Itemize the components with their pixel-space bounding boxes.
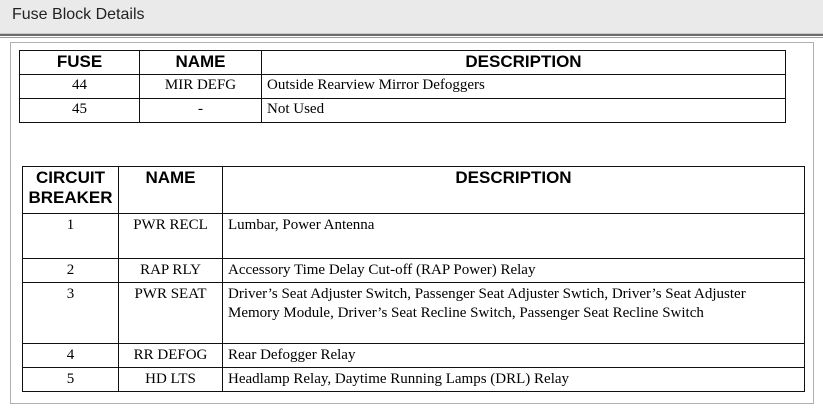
header-description: DESCRIPTION	[262, 51, 786, 75]
breaker-number: 5	[23, 368, 119, 392]
breaker-description: Lumbar, Power Antenna	[223, 214, 805, 259]
divider	[0, 34, 823, 36]
fuse-table	[19, 50, 786, 123]
breaker-description: Accessory Time Delay Cut-off (RAP Power) Relay	[223, 259, 805, 283]
table-row	[23, 214, 805, 259]
breaker-number: 1	[23, 214, 119, 259]
header-fuse: FUSE	[20, 51, 140, 75]
fuse-name: MIR DEFG	[140, 75, 262, 99]
table-row	[23, 368, 805, 392]
header-name: NAME	[140, 51, 262, 75]
table-row	[20, 75, 786, 99]
table-row	[23, 283, 805, 344]
table-header-row	[20, 51, 786, 75]
table-header-row	[23, 167, 805, 214]
fuse-description: Outside Rearview Mirror Defoggers	[262, 75, 786, 99]
table-row	[23, 259, 805, 283]
fuse-description: Not Used	[262, 99, 786, 123]
fuse-number: 44	[20, 75, 140, 99]
fuse-name: -	[140, 99, 262, 123]
header-circuit-breaker-line1: CIRCUIT	[36, 168, 105, 187]
header-name: NAME	[119, 167, 223, 214]
breaker-number: 3	[23, 283, 119, 344]
breaker-name: RR DEFOG	[119, 344, 223, 368]
title-bar	[0, 0, 823, 34]
breaker-name: PWR SEAT	[119, 283, 223, 344]
header-circuit-breaker	[23, 167, 119, 214]
breaker-name: RAP RLY	[119, 259, 223, 283]
window-title: Fuse Block Details	[12, 6, 145, 23]
breaker-description: Rear Defogger Relay	[223, 344, 805, 368]
breaker-description: Headlamp Relay, Daytime Running Lamps (DRL) Relay	[223, 368, 805, 392]
fuse-number: 45	[20, 99, 140, 123]
table-row	[23, 344, 805, 368]
breaker-description: Driver’s Seat Adjuster Switch, Passenger Seat Adjuster Swtich, Driver’s Seat Adjuster Memory Module, Driver’s Seat Recline Switch, Passenger Seat Recline Switch	[223, 283, 805, 344]
header-circuit-breaker-line2: BREAKER	[28, 188, 113, 207]
divider	[0, 37, 823, 38]
breaker-number: 2	[23, 259, 119, 283]
header-description: DESCRIPTION	[223, 167, 805, 214]
breaker-number: 4	[23, 344, 119, 368]
breaker-name: PWR RECL	[119, 214, 223, 259]
breaker-name: HD LTS	[119, 368, 223, 392]
circuit-breaker-table	[22, 166, 805, 392]
table-row	[20, 99, 786, 123]
